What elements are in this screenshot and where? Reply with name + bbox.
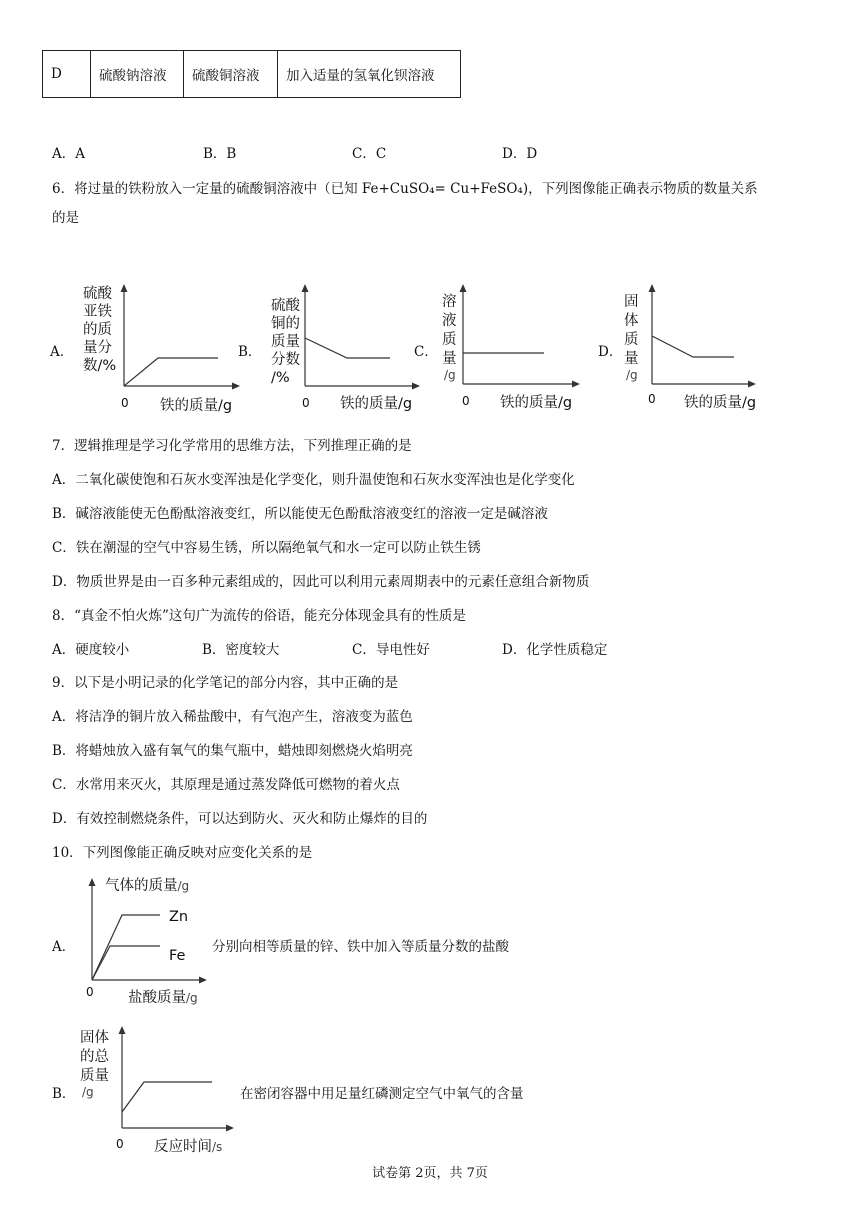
y-label: 溶 <box>442 294 457 310</box>
x-label-unit: /s <box>212 1140 223 1154</box>
origin-label: 0 <box>462 394 470 408</box>
q10-graph-b <box>78 1020 243 1160</box>
y-label: /% <box>271 370 290 386</box>
x-label: 铁的质量/g <box>340 396 413 412</box>
arrow-icon <box>89 878 96 886</box>
graph-line <box>122 1082 212 1112</box>
y-label: 质 <box>442 332 457 348</box>
y-label: 硫酸 <box>271 298 300 314</box>
q7-option-c[interactable]: C．铁在潮湿的空气中容易生锈，所以隔绝氧气和水一定可以防止铁生锈 <box>52 540 481 556</box>
arrow-icon <box>460 284 467 292</box>
q6-graph-c <box>438 280 598 415</box>
table-cell: 加入适量的氢氧化钡溶液 <box>278 51 461 98</box>
graph-line <box>305 338 390 358</box>
origin-label: 0 <box>121 396 129 410</box>
graph-line <box>652 336 734 357</box>
table-cell: 硫酸钠溶液 <box>91 51 184 98</box>
y-label: 的质 <box>83 322 112 338</box>
origin-label: 0 <box>302 396 310 410</box>
y-label: 数/% <box>83 358 117 374</box>
q6-stem-line2: 的是 <box>52 210 79 226</box>
q8-option-d[interactable]: D．化学性质稳定 <box>502 642 608 658</box>
y-label: 体 <box>624 313 639 329</box>
y-label-text: 气体的质量 <box>105 878 178 894</box>
q10-option-a-letter[interactable]: A． <box>52 939 76 955</box>
q9-option-d[interactable]: D．有效控制燃烧条件，可以达到防火、灭火和防止爆炸的目的 <box>52 811 428 827</box>
q5-option-b[interactable]: B．B <box>203 146 237 162</box>
q6-graph-a <box>80 280 240 415</box>
q10-graph-a <box>80 868 215 1010</box>
y-label: 亚铁 <box>83 304 112 320</box>
y-label: 量 <box>624 351 639 367</box>
y-label: 的总 <box>80 1049 109 1065</box>
q7-stem: 7．逻辑推理是学习化学常用的思维方法，下列推理正确的是 <box>52 438 412 454</box>
q6-option-b-letter[interactable]: B． <box>238 344 262 360</box>
q7-option-a[interactable]: A．二氧化碳使饱和石灰水变浑浊是化学变化，则升温使饱和石灰水变浑浊也是化学变化 <box>52 472 575 488</box>
x-label-unit: /g <box>186 991 198 1005</box>
origin-label: 0 <box>648 392 656 406</box>
x-label: 铁的质量/g <box>684 395 757 411</box>
q6-stem-line1: 6．将过量的铁粉放入一定量的硫酸铜溶液中（已知 Fe+CuSO₄= Cu+FeSO₄)，下列图像能正确表示物质的数量关系 <box>52 181 758 197</box>
x-label: 铁的质量/g <box>500 395 573 411</box>
q10-stem: 10．下列图像能正确反映对应变化关系的是 <box>52 845 313 861</box>
q6-option-d-letter[interactable]: D． <box>598 344 623 360</box>
y-label-unit: /g <box>177 879 190 893</box>
arrow-icon <box>302 284 309 292</box>
q9-option-a[interactable]: A．将洁净的铜片放入稀盐酸中，有气泡产生，溶液变为蓝色 <box>52 709 413 725</box>
q9-option-b[interactable]: B．将蜡烛放入盛有氧气的集气瓶中，蜡烛即刻燃烧火焰明亮 <box>52 743 413 759</box>
arrow-icon <box>232 383 240 390</box>
y-label: /g <box>444 368 456 382</box>
arrow-icon <box>226 1125 234 1132</box>
arrow-icon <box>121 284 128 292</box>
arrow-icon <box>572 381 580 388</box>
q7-option-b[interactable]: B．碱溶液能使无色酚酞溶液变红，所以能使无色酚酞溶液变红的溶液一定是碱溶液 <box>52 506 548 522</box>
q6-graph-d <box>622 280 782 415</box>
y-label: 质量 <box>271 334 300 350</box>
x-label <box>154 1138 222 1155</box>
series-label-fe: Fe <box>169 948 186 964</box>
graph-line <box>124 358 218 386</box>
q10-option-b-caption: 在密闭容器中用足量红磷测定空气中氧气的含量 <box>240 1086 524 1102</box>
series-label-zn: Zn <box>169 909 189 925</box>
x-label: 铁的质量/g <box>160 398 233 414</box>
table-cell: D <box>43 51 91 98</box>
x-label <box>128 988 198 1006</box>
y-label: 量 <box>442 351 457 367</box>
q8-stem: 8．“真金不怕火炼”这句广为流传的俗语，能充分体现金具有的性质是 <box>52 608 466 624</box>
y-label: 质量 <box>80 1068 109 1084</box>
arrow-icon <box>199 977 207 984</box>
answer-table <box>42 50 461 98</box>
arrow-icon <box>748 381 756 388</box>
q8-option-a[interactable]: A．硬度较小 <box>52 642 130 658</box>
y-label: 分数 <box>271 352 300 368</box>
y-label: /g <box>82 1085 94 1099</box>
origin-label: 0 <box>86 985 94 999</box>
y-label: 量分 <box>83 340 112 356</box>
graph-line-zn <box>92 915 160 980</box>
q10-option-b-letter[interactable]: B． <box>52 1086 76 1102</box>
arrow-icon <box>412 383 420 390</box>
y-label: 铜的 <box>271 316 300 332</box>
table-row <box>43 51 461 98</box>
q7-option-d[interactable]: D．物质世界是由一百多种元素组成的，因此可以利用元素周期表中的元素任意组合新物质 <box>52 574 590 590</box>
q8-option-c[interactable]: C．导电性好 <box>352 642 430 658</box>
page-footer: 试卷第 2页，共 7页 <box>372 1166 488 1181</box>
q6-option-c-letter[interactable]: C． <box>414 344 438 360</box>
q8-option-b[interactable]: B．密度较大 <box>202 642 280 658</box>
q5-option-c[interactable]: C．C <box>352 146 387 162</box>
y-label: 固体 <box>80 1030 109 1046</box>
q6-option-a-letter[interactable]: A． <box>50 344 74 360</box>
x-label-text: 盐酸质量 <box>128 990 186 1006</box>
q5-option-a[interactable]: A．A <box>52 146 85 162</box>
y-label: 固 <box>624 294 639 310</box>
x-label-text: 反应时间 <box>154 1139 212 1155</box>
y-label: /g <box>626 368 638 382</box>
graph-line-fe <box>92 946 160 980</box>
origin-label: 0 <box>116 1137 124 1151</box>
table-cell: 硫酸铜溶液 <box>184 51 278 98</box>
y-label: 硫酸 <box>83 286 112 302</box>
q5-option-d[interactable]: D．D <box>502 146 538 162</box>
arrow-icon <box>649 284 656 292</box>
y-label: 液 <box>442 313 457 329</box>
y-label: 质 <box>624 332 639 348</box>
arrow-icon <box>119 1026 126 1034</box>
q10-option-a-caption: 分别向相等质量的锌、铁中加入等质量分数的盐酸 <box>212 939 509 955</box>
q9-stem: 9．以下是小明记录的化学笔记的部分内容，其中正确的是 <box>52 675 399 691</box>
y-label <box>105 877 189 894</box>
q6-graph-b <box>268 280 428 415</box>
q9-option-c[interactable]: C．水常用来灭火，其原理是通过蒸发降低可燃物的着火点 <box>52 777 400 793</box>
